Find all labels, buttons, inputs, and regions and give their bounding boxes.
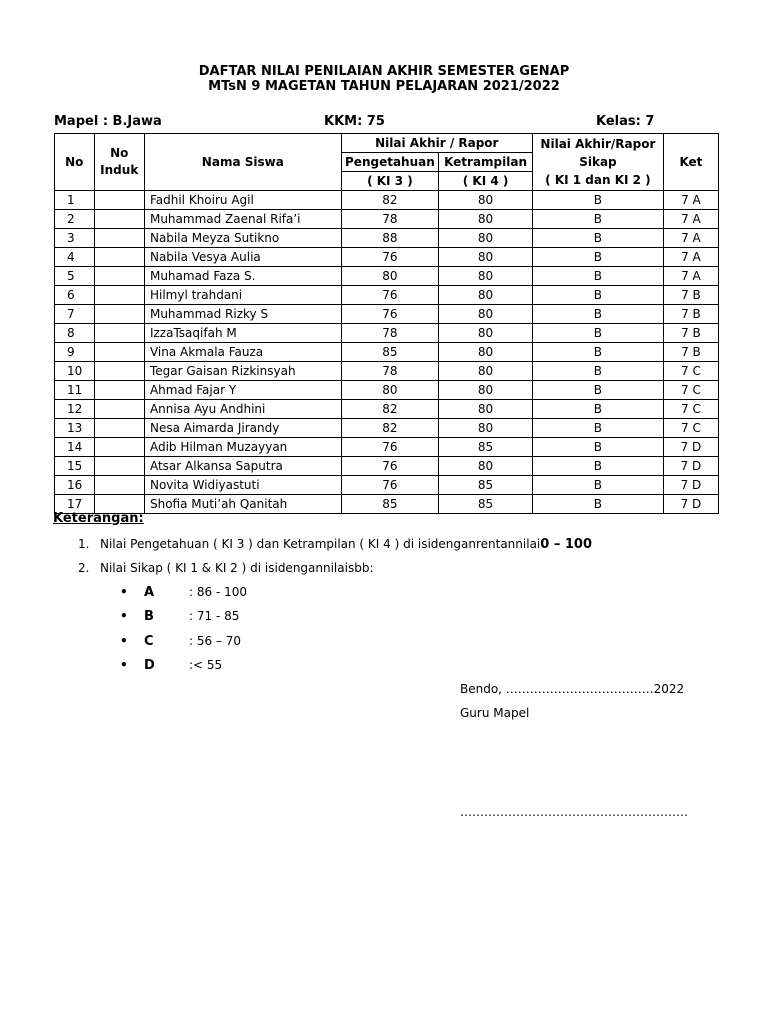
note-item-1	[78, 536, 592, 553]
cell-nama-siswa: Vina Akmala Fauza	[144, 343, 341, 362]
note-number: 1.	[78, 537, 90, 551]
cell-ki4: 80	[439, 362, 533, 381]
cell-ket: 7 D	[663, 457, 718, 476]
cell-ket: 7 B	[663, 324, 718, 343]
cell-ki4: 80	[439, 267, 533, 286]
cell-nama-siswa: Adib Hilman Muzayyan	[144, 438, 341, 457]
note-text: Nilai Sikap ( KI 1 & KI 2 ) di isidengannilaisbb:	[100, 561, 374, 575]
grade-scale-item	[120, 657, 222, 673]
cell-nama-siswa: IzzaTsaqifah M	[144, 324, 341, 343]
cell-no-induk	[94, 267, 144, 286]
cell-ki4: 80	[439, 248, 533, 267]
header-nama-siswa: Nama Siswa	[144, 134, 341, 191]
table-row	[55, 457, 719, 476]
cell-nama-siswa: Nesa Aimarda Jirandy	[144, 419, 341, 438]
cell-ki3: 78	[341, 324, 439, 343]
cell-sikap: B	[532, 248, 663, 267]
cell-no: 16	[55, 476, 95, 495]
table-row	[55, 419, 719, 438]
document-subtitle: MTsN 9 MAGETAN TAHUN PELAJARAN 2021/2022	[208, 79, 560, 94]
cell-ket: 7 A	[663, 229, 718, 248]
table-row	[55, 438, 719, 457]
cell-nama-siswa: Nabila Meyza Sutikno	[144, 229, 341, 248]
table-row	[55, 400, 719, 419]
table-row	[55, 210, 719, 229]
cell-no-induk	[94, 229, 144, 248]
cell-nama-siswa: Fadhil Khoiru Agil	[144, 191, 341, 210]
cell-ki3: 78	[341, 362, 439, 381]
cell-nama-siswa: Novita Widiyastuti	[144, 476, 341, 495]
cell-sikap: B	[532, 476, 663, 495]
document-title: DAFTAR NILAI PENILAIAN AKHIR SEMESTER GENAP	[198, 64, 570, 79]
cell-nama-siswa: Hilmyl trahdani	[144, 286, 341, 305]
cell-ket: 7 B	[663, 305, 718, 324]
cell-ket: 7 C	[663, 419, 718, 438]
cell-nama-siswa: Muhamad Faza S.	[144, 267, 341, 286]
cell-sikap: B	[532, 286, 663, 305]
table-row	[55, 381, 719, 400]
grade-scale-item	[120, 584, 247, 600]
cell-ki3: 80	[341, 267, 439, 286]
cell-nama-siswa: Atsar Alkansa Saputra	[144, 457, 341, 476]
cell-no-induk	[94, 343, 144, 362]
header-sikap-line1: Nilai Akhir/Rapor	[540, 137, 656, 151]
table-row	[55, 229, 719, 248]
cell-no-induk	[94, 400, 144, 419]
cell-ket: 7 A	[663, 267, 718, 286]
cell-sikap: B	[532, 438, 663, 457]
cell-ki4: 80	[439, 457, 533, 476]
cell-ket: 7 A	[663, 248, 718, 267]
cell-nama-siswa: Muhammad Zaenal Rifa’i	[144, 210, 341, 229]
cell-no: 15	[55, 457, 95, 476]
cell-ki3: 80	[341, 381, 439, 400]
header-sikap-line2: Sikap	[579, 155, 617, 169]
note-range: 0 – 100	[540, 537, 592, 552]
cell-ki3: 82	[341, 191, 439, 210]
subject-label: Mapel : B.Jawa	[54, 114, 162, 129]
cell-ket: 7 A	[663, 210, 718, 229]
bullet-icon: •	[120, 658, 128, 672]
signature-line: …………………………………………………	[460, 805, 688, 819]
cell-no-induk	[94, 438, 144, 457]
cell-no-induk	[94, 210, 144, 229]
cell-no: 12	[55, 400, 95, 419]
cell-nama-siswa: Ahmad Fajar Y	[144, 381, 341, 400]
cell-ki4: 85	[439, 495, 533, 514]
cell-no: 4	[55, 248, 95, 267]
note-text: Nilai Pengetahuan ( KI 3 ) dan Ketrampilan ( KI 4 ) di isidenganrentannilai	[100, 537, 541, 551]
cell-nama-siswa: Tegar Gaisan Rizkinsyah	[144, 362, 341, 381]
grade-letter: D	[144, 658, 155, 673]
header-no-induk: No Induk	[94, 134, 144, 191]
cell-ket: 7 B	[663, 286, 718, 305]
cell-no: 10	[55, 362, 95, 381]
cell-ki3: 76	[341, 438, 439, 457]
cell-ki4: 80	[439, 400, 533, 419]
table-row	[55, 248, 719, 267]
cell-no: 8	[55, 324, 95, 343]
cell-no-induk	[94, 381, 144, 400]
cell-no: 13	[55, 419, 95, 438]
cell-ki3: 85	[341, 343, 439, 362]
header-ki3: ( KI 3 )	[341, 172, 439, 191]
cell-sikap: B	[532, 191, 663, 210]
grade-range: : 86 - 100	[189, 585, 247, 599]
grade-range: : 71 - 85	[189, 609, 240, 623]
cell-ket: 7 D	[663, 495, 718, 514]
cell-ket: 7 B	[663, 343, 718, 362]
header-sikap-line3: ( KI 1 dan KI 2 )	[545, 173, 651, 187]
cell-ki3: 76	[341, 248, 439, 267]
cell-ket: 7 C	[663, 381, 718, 400]
cell-no: 1	[55, 191, 95, 210]
cell-no: 7	[55, 305, 95, 324]
kkm-label: KKM: 75	[324, 114, 385, 129]
keterangan-title: Keterangan:	[53, 511, 144, 526]
cell-ki4: 80	[439, 286, 533, 305]
cell-sikap: B	[532, 267, 663, 286]
cell-ki4: 85	[439, 476, 533, 495]
note-item-2	[78, 560, 374, 576]
grade-letter: A	[144, 585, 155, 600]
bullet-icon: •	[120, 585, 128, 599]
cell-ki4: 80	[439, 191, 533, 210]
cell-sikap: B	[532, 210, 663, 229]
cell-ki3: 78	[341, 210, 439, 229]
cell-ki3: 85	[341, 495, 439, 514]
cell-no: 14	[55, 438, 95, 457]
table-row	[55, 305, 719, 324]
cell-no-induk	[94, 457, 144, 476]
cell-no: 5	[55, 267, 95, 286]
table-row	[55, 476, 719, 495]
grade-letter: C	[144, 634, 154, 649]
cell-ki4: 80	[439, 343, 533, 362]
bullet-icon: •	[120, 609, 128, 623]
cell-no-induk	[94, 248, 144, 267]
cell-ki4: 85	[439, 438, 533, 457]
cell-sikap: B	[532, 381, 663, 400]
cell-sikap: B	[532, 229, 663, 248]
cell-ki3: 76	[341, 305, 439, 324]
cell-ki4: 80	[439, 419, 533, 438]
table-row	[55, 286, 719, 305]
cell-ket: 7 D	[663, 438, 718, 457]
header-no: No	[55, 134, 95, 191]
cell-no-induk	[94, 362, 144, 381]
cell-nama-siswa: Nabila Vesya Aulia	[144, 248, 341, 267]
cell-nama-siswa: Muhammad Rizky S	[144, 305, 341, 324]
cell-nama-siswa: Annisa Ayu Andhini	[144, 400, 341, 419]
cell-ki4: 80	[439, 210, 533, 229]
bullet-icon: •	[120, 634, 128, 648]
cell-ket: 7 D	[663, 476, 718, 495]
header-sikap	[532, 134, 663, 191]
table-row	[55, 362, 719, 381]
cell-sikap: B	[532, 305, 663, 324]
cell-ki3: 76	[341, 286, 439, 305]
table-row	[55, 324, 719, 343]
header-keterampilan: Ketrampilan	[439, 153, 533, 172]
signature-role: Guru Mapel	[460, 706, 530, 720]
grade-letter: B	[144, 609, 154, 624]
cell-no: 17	[55, 495, 95, 514]
cell-no: 11	[55, 381, 95, 400]
table-row	[55, 191, 719, 210]
cell-sikap: B	[532, 457, 663, 476]
cell-no-induk	[94, 191, 144, 210]
table-row	[55, 267, 719, 286]
cell-no: 6	[55, 286, 95, 305]
cell-no-induk	[94, 476, 144, 495]
grade-scale-item	[120, 633, 241, 649]
cell-ki3: 82	[341, 419, 439, 438]
cell-no: 9	[55, 343, 95, 362]
signature-place-date: Bendo, ……………………………….2022	[460, 682, 685, 696]
cell-ket: 7 C	[663, 362, 718, 381]
cell-ki3: 76	[341, 457, 439, 476]
table-row	[55, 343, 719, 362]
cell-no-induk	[94, 305, 144, 324]
note-number: 2.	[78, 561, 90, 575]
cell-ki3: 76	[341, 476, 439, 495]
cell-ki4: 80	[439, 305, 533, 324]
header-ket: Ket	[663, 134, 718, 191]
cell-ki4: 80	[439, 324, 533, 343]
cell-no-induk	[94, 324, 144, 343]
cell-no-induk	[94, 419, 144, 438]
cell-no-induk	[94, 286, 144, 305]
grade-range: : 56 – 70	[189, 634, 242, 648]
class-label: Kelas: 7	[596, 114, 655, 129]
cell-ket: 7 C	[663, 400, 718, 419]
cell-sikap: B	[532, 419, 663, 438]
cell-sikap: B	[532, 362, 663, 381]
cell-sikap: B	[532, 324, 663, 343]
cell-ki4: 80	[439, 229, 533, 248]
cell-sikap: B	[532, 343, 663, 362]
cell-sikap: B	[532, 495, 663, 514]
header-ki4: ( KI 4 )	[439, 172, 533, 191]
cell-ki4: 80	[439, 381, 533, 400]
grade-scale-item	[120, 608, 239, 624]
cell-no: 2	[55, 210, 95, 229]
cell-nama-siswa: Shofia Muti’ah Qanitah	[144, 495, 341, 514]
cell-ki3: 88	[341, 229, 439, 248]
grades-table	[54, 133, 719, 514]
header-pengetahuan: Pengetahuan	[341, 153, 439, 172]
header-nilai-akhir: Nilai Akhir / Rapor	[341, 134, 532, 153]
table-row	[55, 495, 719, 514]
cell-ket: 7 A	[663, 191, 718, 210]
cell-no: 3	[55, 229, 95, 248]
cell-sikap: B	[532, 400, 663, 419]
grade-range: :< 55	[189, 658, 223, 672]
cell-ki3: 82	[341, 400, 439, 419]
